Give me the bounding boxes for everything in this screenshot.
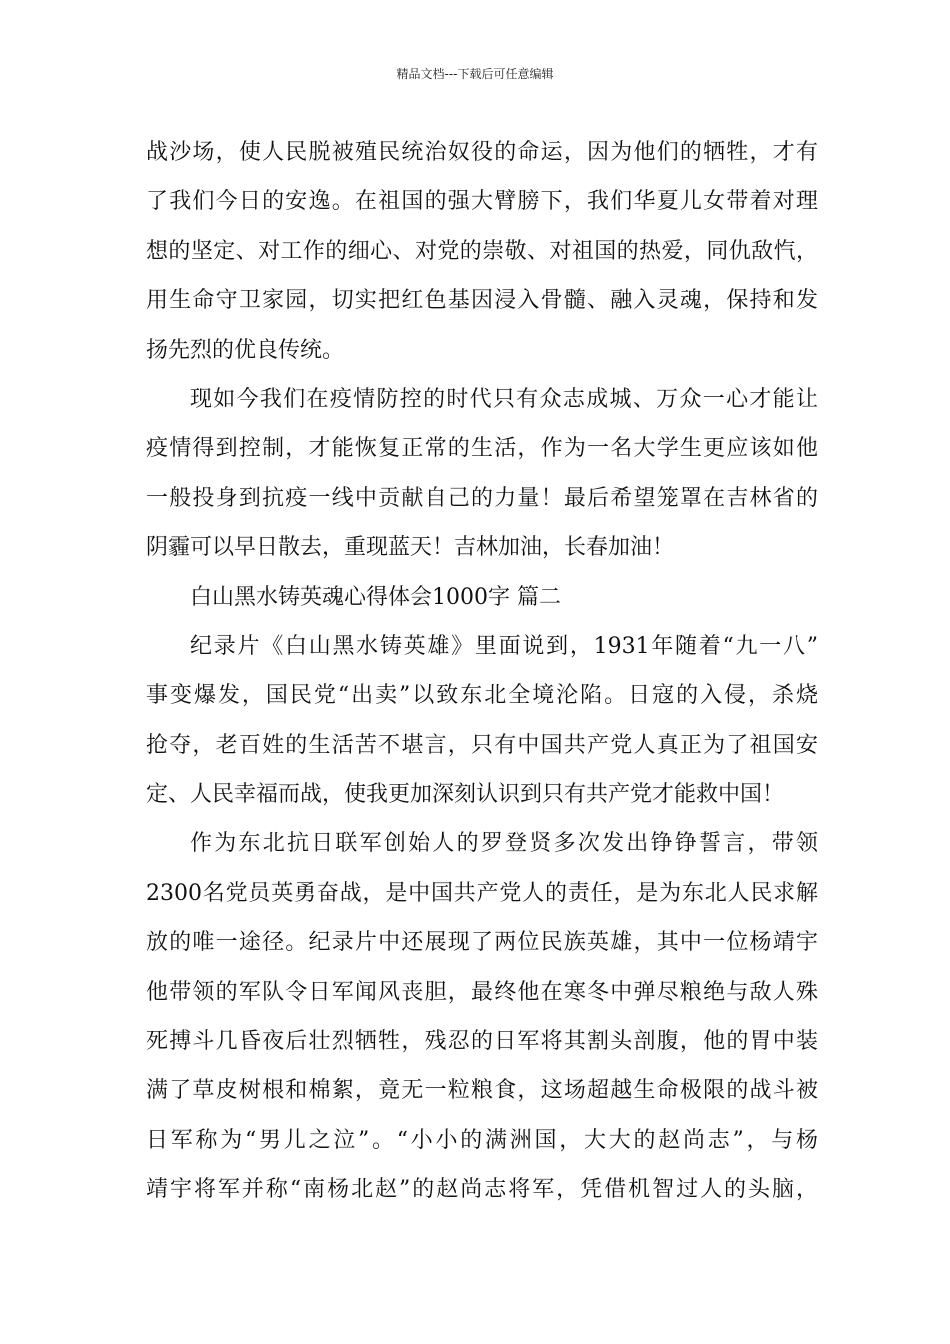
text-line: 作为东北抗日联军创始人的罗登贤多次发出铮铮誓言，带领 [190, 831, 818, 857]
text-line: 靖宇将军并称“南杨北赵”的赵尚志将军，凭借机智过人的头脑， [146, 1177, 818, 1203]
text-line: 纪录片《白山黑水铸英雄》里面说到，1931年随着“九一八” [190, 633, 818, 659]
text-line: 事变爆发，国民党“出卖”以致东北全境沦陷。日寇的入侵，杀烧 [146, 683, 818, 709]
text-line: 现如今我们在疫情防控的时代只有众志成城、万众一心才能让 [190, 386, 818, 412]
text-line: 他带领的军队令日军闻风丧胆，最终他在寒冬中弹尽粮绝与敌人殊 [146, 979, 818, 1005]
text-line: 疫情得到控制，才能恢复正常的生活，作为一名大学生更应该如他 [146, 436, 818, 462]
text-line: 死搏斗几昏夜后壮烈牺牲，残忍的日军将其割头剖腹，他的胃中装 [146, 1029, 818, 1055]
text-line: 满了草皮树根和棉絮，竟无一粒粮食，这场超越生命极限的战斗被 [146, 1078, 818, 1104]
text-line: 了我们今日的安逸。在祖国的强大臂膀下，我们华夏儿女带着对理 [146, 189, 818, 215]
document-body [146, 128, 818, 1215]
page-header: 精品文档---下载后可任意编辑 [396, 67, 554, 81]
text-line: 定、人民幸福而战，使我更加深刻认识到只有共产党才能救中国！ [146, 782, 785, 808]
text-line: 用生命守卫家园，切实把红色基因浸入骨髓、融入灵魂，保持和发 [146, 288, 818, 314]
text-line: 抢夺，老百姓的生活苦不堪言，只有中国共产党人真正为了祖国安 [146, 732, 818, 758]
text-line: 战沙场，使人民脱被殖民统治奴役的命运，因为他们的牺牲，才有 [146, 140, 818, 165]
text-line: 放的唯一途径。纪录片中还展现了两位民族英雄，其中一位杨靖宇 [146, 930, 818, 956]
text-line: 扬先烈的优良传统。 [146, 337, 345, 363]
text-line: 想的坚定、对工作的细心、对党的崇敬、对祖国的热爱，同仇敌忾， [146, 238, 818, 264]
text-line: 2300名党员英勇奋战，是中国共产党人的责任，是为东北人民求解 [146, 880, 818, 906]
section-heading: 白山黑水铸英魂心得体会1000字 篇二 [190, 584, 561, 610]
text-line: 日军称为“男儿之泣”。“小小的满洲国，大大的赵尚志”，与杨 [146, 1127, 818, 1153]
text-line: 阴霾可以早日散去，重现蓝天！吉林加油，长春加油！ [146, 535, 675, 561]
text-line: 一般投身到抗疫一线中贡献自己的力量！最后希望笼罩在吉林省的 [146, 485, 818, 511]
